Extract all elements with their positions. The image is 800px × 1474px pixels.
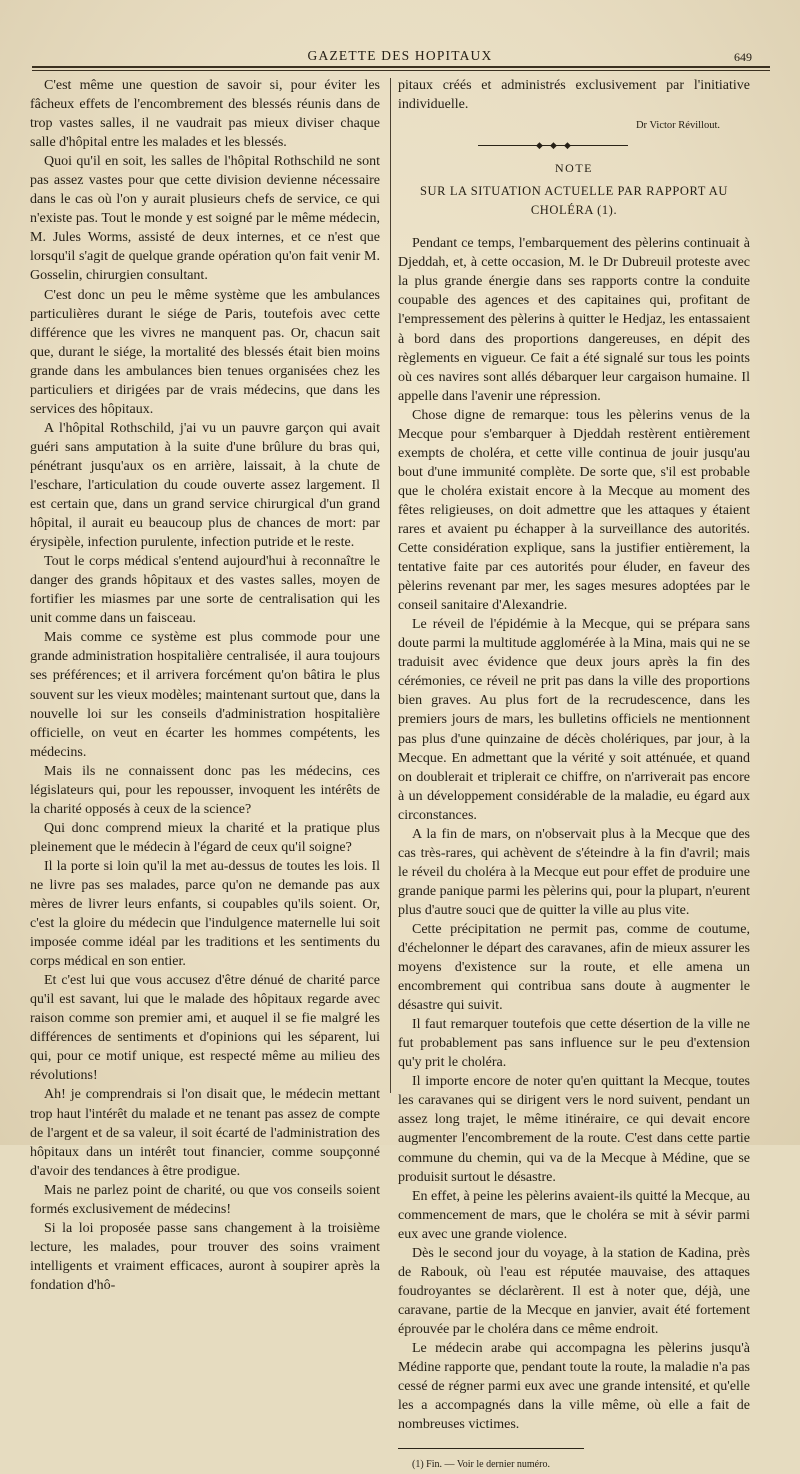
left-paragraph-1: C'est même une question de savoir si, pour éviter les fâcheux effets de l'encombrement des blessés réunis dans de trop vastes salles, il ne vaudrait pas mieux diviser chaque salle d'hôpital entre les malades et les blessés. (30, 78, 380, 151)
ornament-diamond-icon: ◆ (550, 140, 557, 151)
right-paragraph-8: En effet, à peine les pèlerins avaient-ils quitté la Mecque, au commencement de mars, que le choléra se mit à sévir parmi eux avec une grande violence. (398, 1188, 750, 1242)
continued-paragraph: pitaux créés et administrés exclusivement par l'initiative individuelle. (398, 78, 750, 113)
right-paragraph-2: Chose digne de remarque: tous les pèlerins venus de la Mecque pour s'embarquer à Djeddah restèrent entièrement exempts de choléra, et cette ville continua de jouir jusqu'au bout d'une immunité complète. De sorte que, s'il est probable que le choléra existait encore à la Mecque au moment des fêtes religieuses, on doit admettre que les attaques y étaient rares et avaient pu échapper à la surveillance des autorités. Cette considération explique, sans la justifier entièrement, la tentative faite par ces autorités pour éluder, en faveur des pèlerins revenant par mer, les sages mesures adoptées par le conseil sanitaire d'Alexandrie. (398, 407, 750, 614)
page-number: 649 (734, 50, 752, 64)
column-divider (390, 78, 391, 1093)
left-column (30, 76, 380, 1295)
ornament-diamond-icon: ◆ (564, 140, 571, 151)
left-paragraph-10: Et c'est lui que vous accusez d'être dénué de charité parce qu'il est savant, lui que le malade des hôpitaux regarde avec raison comme son premier ami, et auquel il se fie malgré les différences de sentiments et d'opinions qui les séparent, lui qui, pour ce motif unique, est respecté même au milieu des révolutions! (30, 973, 380, 1084)
right-paragraph-4: A la fin de mars, on n'observait plus à la Mecque que des cas très-rares, qui achèvent de s'éteindre à la fin d'avril; mais le réveil du choléra à la Mecque eut pour effet de produire une grande panique parmi les pèlerins qui, pour la plupart, n'eurent plus d'autre souci que de quitter la ville au plus vite. (398, 826, 750, 918)
footnote-rule (398, 1448, 584, 1449)
left-paragraph-8: Qui donc comprend mieux la charité et la pratique plus pleinement que le médecin à l'égard de ceux qu'il soigne? (30, 820, 380, 855)
left-paragraph-13: Si la loi proposée passe sans changement à la troisième lecture, les malades, pour trouver des soins vraiment intelligents et vraiment efficaces, auront à soupirer après la fondation d'hô- (30, 1220, 380, 1293)
right-paragraph-1: Pendant ce temps, l'embarquement des pèlerins continuait à Djeddah, et, à cette occasion, M. le Dr Dubreuil proteste avec la plus grande énergie dans ses rapports contre la conduite coupable des agences et des capitaines qui, profitant de l'empressement des pèlerins à quitter le Hedjaz, les entassaient à bord dans des proportions dangereuses, en dépit des règlements en vigueur. Ce fait a été signalé sur tous les points où ces navires sont allés débarquer leur cargaison humaine. Il appelle dans l'avenir une répression. (398, 236, 750, 404)
left-paragraph-5: Tout le corps médical s'entend aujourd'hui à reconnaître le danger des grands hôpitaux et des vastes salles, moyen de fortifier les miasmes par une sorte de centralisation qui les unit comme dans un faisceau. (30, 554, 380, 627)
right-paragraph-10: Le médecin arabe qui accompagna les pèlerins jusqu'à Médine rapporte que, pendant toute la route, la maladie n'a pas cessé de régner parmi eux avec une grande intensité, et qu'elle les a accompagnés dans la ville même, où elle a fait de nombreuses victimes. (398, 1341, 750, 1433)
running-head (0, 44, 800, 64)
running-title: GAZETTE DES HOPITAUX (307, 48, 493, 63)
ornament-diamond-icon: ◆ (536, 140, 543, 151)
left-paragraph-11: Ah! je comprendrais si l'on disait que, le médecin mettant trop haut l'intérêt du malade et ne tenant pas assez de compte de l'argent et de sa valeur, il soit écarté de l'administration des hôpitaux dans un intérêt tout financier, comme soupçonné d'avoir des tendances à être prodigue. (30, 1087, 380, 1179)
ornamental-rule (478, 141, 628, 151)
author-signature: Dr Victor Révillout. (635, 120, 720, 132)
left-paragraph-12: Mais ne parlez point de charité, ou que vos conseils soient formés exclusivement de médecins! (30, 1182, 380, 1217)
right-paragraph-3: Le réveil de l'épidémie à la Mecque, qui se prépara sans doute parmi la multitude agglomérée à la Mina, mais qui ne se traduisit avec évidence que deux jours après la fin des cérémonies, ce réveil ne prit pas dans la ville des proportions bien graves. Au plus fort de la recrudescence, dans les premiers jours de mars, les bulletins officiels ne mentionnent pas plus d'une quinzaine de décès cholériques, par jour, à la Mecque. En admettant que la vérité y soit atténuée, et quand on doublerait et triplerait ce chiffre, on n'arriverait pas encore à un développement considérable de la maladie, eu égard aux circonstances. (398, 617, 750, 823)
right-paragraph-6: Il faut remarquer toutefois que cette désertion de la ville ne fut probablement pas sans influence sur le peu d'extension qu'y prit le choléra. (398, 1017, 750, 1071)
header-rule-thin (32, 70, 770, 71)
left-paragraph-9: Il la porte si loin qu'il la met au-dessus de toutes les lois. Il ne livre pas ses malades, parce qu'on ne demande pas aux mères de livrer leurs enfants, si coupables qu'ils soient. Or, c'est la gloire du médecin que l'indulgence maternelle lui soit imposée comme idéal par les traditions et les sentiments du corps médical en son entier. (30, 858, 380, 970)
section-label: NOTE (555, 161, 593, 176)
section-heading: SUR LA SITUATION ACTUELLE PAR RAPPORT AU CHOLÉRA (1). (419, 184, 728, 218)
left-paragraph-6: Mais comme ce système est plus commode pour une grande administration hospitalière centralisée, il aura toujours ses préférences; et il arrivera forcément qu'on bâtira le plus souvent sur les vieux modèles; maintenant surtout que, dans la nouvelle loi sur les conseils d'administration hospitalière officielle, on veut en écarter les hommes compétents, les médecins. (30, 630, 380, 760)
right-paragraph-5: Cette précipitation ne permit pas, comme de coutume, d'échelonner le départ des caravanes, afin de mieux assurer les moyens d'existence sur la route, et elle amena un encombrement qui contribua sans doute à augmenter le désastre qui suivit. (398, 921, 750, 1014)
header-rule-thick (32, 66, 770, 68)
right-paragraph-9: Dès le second jour du voyage, à la station de Kadina, près de Rabouk, où l'eau est réputée mauvaise, des attaques foudroyantes se déclarèrent. Il est à noter que, déjà, une caravane, partie de la Mecque en janvier, avait été fortement éprouvée par le choléra dans ce même endroit. (398, 1245, 750, 1337)
left-paragraph-3: C'est donc un peu le même système que les ambulances particulières durant le siége de Paris, toutefois avec cette différence que les vivres ne manquent pas. Or, chacun sait que, durant le siége, la mortalité des blessés était bien moins grande dans les ambulances bien tenues organisées chez les particuliers et dirigées par de vrais médecins, que dans les services des hôpitaux. (30, 287, 380, 417)
footnote: (1) Fin. — Voir le dernier numéro. (412, 1459, 550, 1471)
left-paragraph-7: Mais ils ne connaissent donc pas les médecins, ces législateurs qui, pour les repousser, invoquent les intérêts de la charité opposés à ceux de la science? (30, 763, 380, 817)
left-paragraph-4: A l'hôpital Rothschild, j'ai vu un pauvre garçon qui avait guéri sans amputation à la suite d'une brûlure du bras qui, pénétrant jusqu'aux os en arrière, laissait, à la chute de l'eschare, l'articulation du coude ouverte assez largement. Il est certain que, dans un grand service chirurgical d'un grand hôpital, il aurait eu beaucoup plus de chances de mort: par érysipèle, infection purulente, infection putride et le reste. (30, 420, 380, 551)
right-paragraph-7: Il importe encore de noter qu'en quittant la Mecque, toutes les caravanes qui se dirigent vers le nord suivent, pendant un assez long trajet, le même itinéraire, ce qui devait encore augmenter l'encombrement de la route. C'est dans cette partie commune du chemin, qui va de la Mecque à Médine, que se produisit surtout le désastre. (398, 1074, 750, 1185)
right-column (398, 76, 750, 1474)
left-paragraph-2: Quoi qu'il en soit, les salles de l'hôpital Rothschild ne sont pas assez vastes pour que cette division devienne nécessaire dans le cas où l'on y aurait plusieurs chefs de service, ce qui n'existe pas. Tout le monde y est soigné par le même médecin, M. Jules Worms, assisté de deux internes, et ce n'est que lorsqu'il s'agit de quelque grande opération qu'on fait venir M. Gosselin, chirurgien consultant. (30, 154, 380, 284)
